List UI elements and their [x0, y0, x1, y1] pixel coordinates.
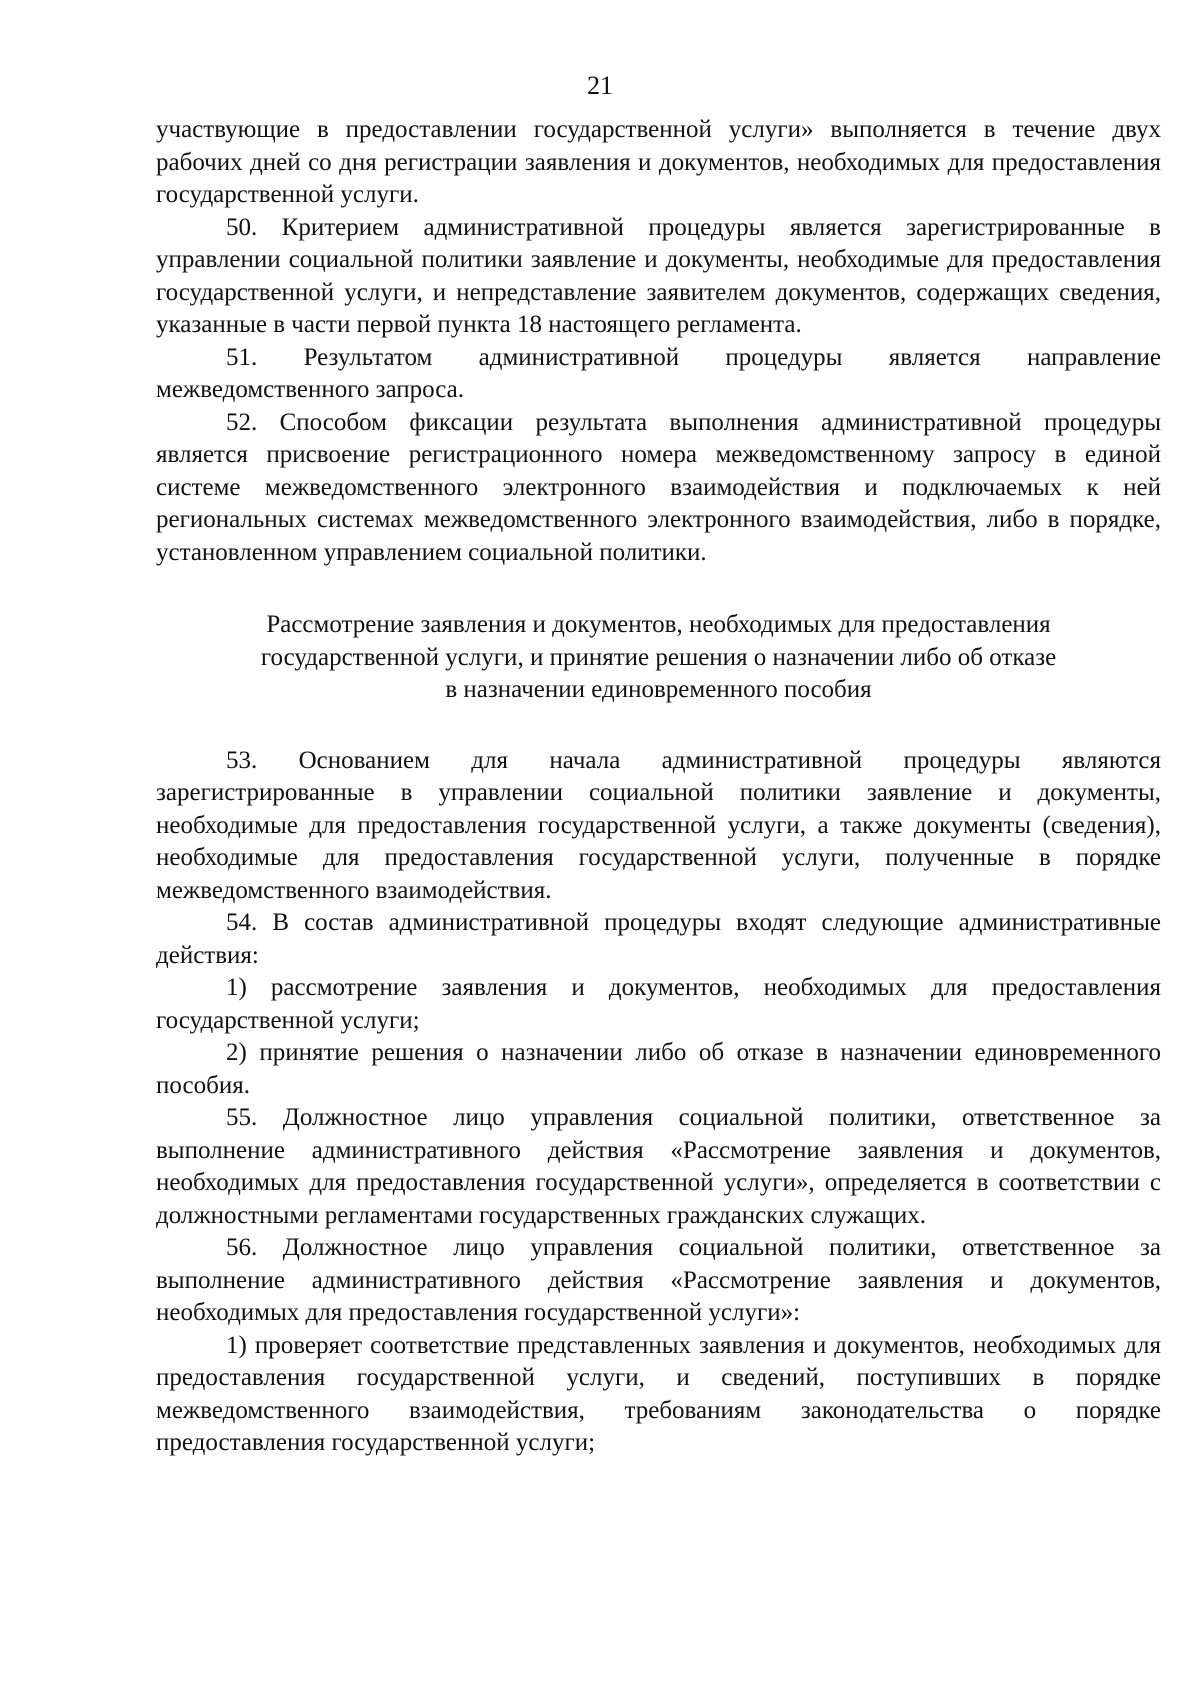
paragraph-53: 53. Основанием для начала административной процедуры являются зарегистрированные в управлении социальной политики заявление и документы, необходимые для предоставления государственной услуги, а также документы (сведения), необходимые для предоставления государственной услуги, полученные в порядке межведомственного взаимодействия.	[156, 746, 1161, 904]
paragraph-54: 54. В состав административной процедуры входят следующие административные действия:	[156, 909, 1161, 969]
paragraph-50: 50. Критерием административной процедуры является зарегистрированные в управлении социальной политики заявление и документы, необходимые для предоставления государственной услуги, и непредставление заявителем документов, содержащих сведения, указанные в части первой пункта 18 настоящего регламента.	[156, 213, 1161, 338]
page-number: 21	[587, 71, 613, 100]
paragraph-55: 55. Должностное лицо управления социальной политики, ответственное за выполнение административного действия «Рассмотрение заявления и документов, необходимых для предоставления государственной услуги», определяется в соответствии с должностными регламентами государственных гражданских служащих.	[156, 1104, 1161, 1229]
document-body	[156, 114, 1161, 1460]
paragraph-continuation: участвующие в предоставлении государственной услуги» выполняется в течение двух рабочих дней со дня регистрации заявления и документов, необходимых для предоставления государственной услуги.	[156, 116, 1161, 208]
paragraph-56: 56. Должностное лицо управления социальной политики, ответственное за выполнение административного действия «Рассмотрение заявления и документов, необходимых для предоставления государственной услуги»:	[156, 1234, 1161, 1326]
paragraph-52: 52. Способом фиксации результата выполнения административной процедуры является присвоение регистрационного номера межведомственному запросу в единой системе межведомственного электронного взаимодействия и подключаемых к ней региональных системах межведомственного электронного взаимодействия, либо в порядке, установленном управлением социальной политики.	[156, 408, 1161, 566]
list-item-56-1: 1) проверяет соответствие представленных заявления и документов, необходимых для предоставления государственной услуги, и сведений, поступивших в порядке межведомственного взаимодействия, требованиям законодательства о порядке предоставления государственной услуги;	[156, 1331, 1161, 1456]
list-item-54-1: 1) рассмотрение заявления и документов, необходимых для предоставления государственной услуги;	[156, 974, 1161, 1034]
section-heading-line: в назначении единовременного пособия	[445, 676, 872, 703]
paragraph-51: 51. Результатом административной процедуры является направление межведомственного запроса.	[156, 343, 1161, 403]
section-heading-line: государственной услуги, и принятие решения о назначении либо об отказе	[260, 643, 1057, 671]
section-heading-line: Рассмотрение заявления и документов, необходимых для предоставления	[266, 611, 1051, 638]
list-item-54-2: 2) принятие решения о назначении либо об отказе в назначении единовременного пособия.	[156, 1039, 1161, 1099]
section-heading	[156, 609, 1161, 707]
